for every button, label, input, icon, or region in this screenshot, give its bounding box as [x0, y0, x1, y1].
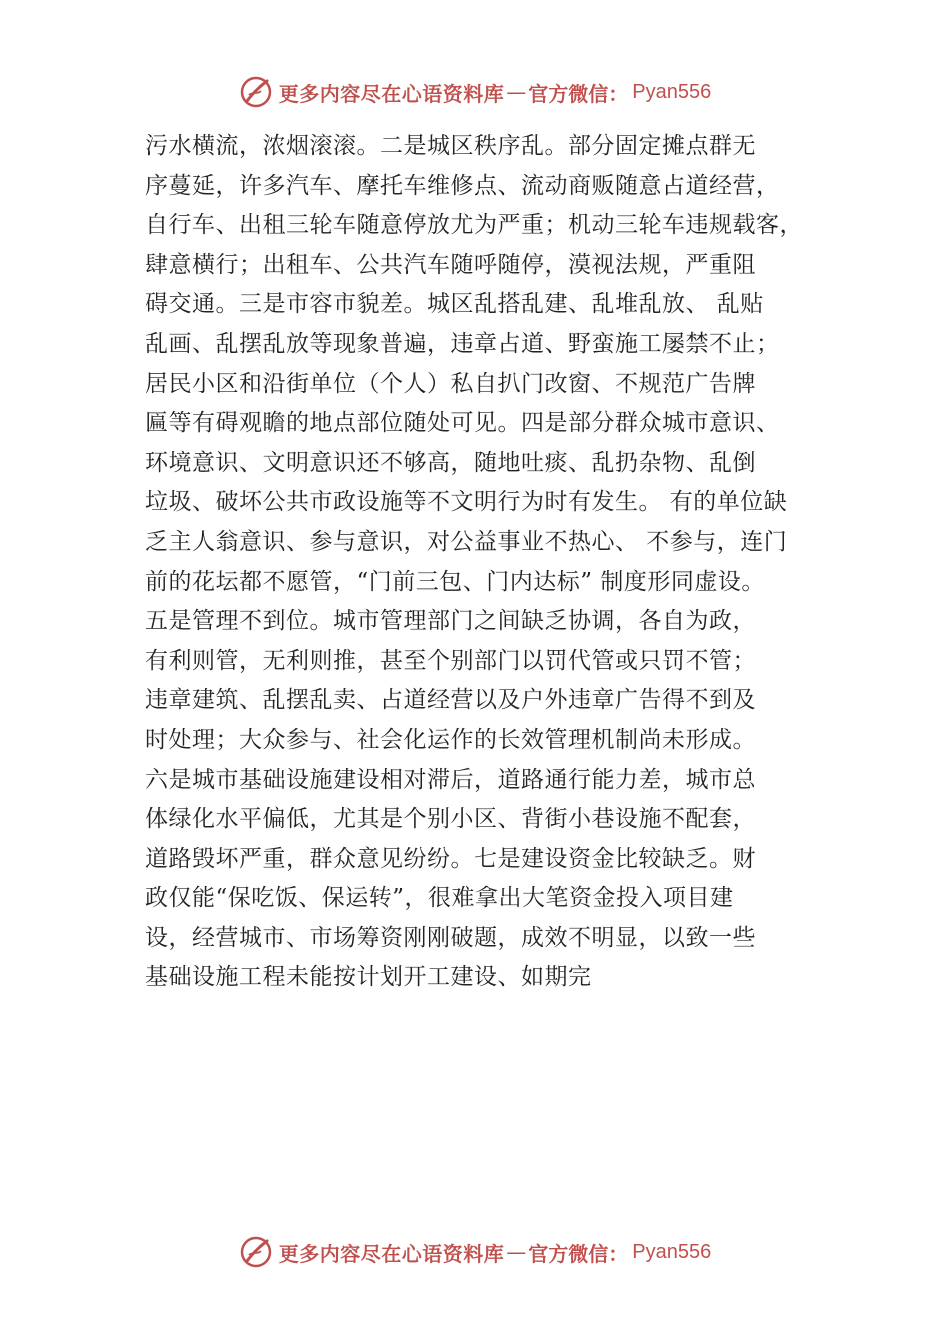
footer-banner-wechat-id: Pyan556: [632, 1240, 712, 1263]
header-banner-separator: —: [506, 80, 527, 104]
body-line: 环境意识、文明意识还不够高，随地吐痰、乱扔杂物、乱倒: [145, 449, 756, 476]
footer-banner-separator: —: [506, 1240, 527, 1264]
body-line: 肆意横行；出租车、公共汽车随呼随停，漠视法规，严重阻: [145, 251, 756, 278]
body-line: 乏主人翁意识、参与意识，对公益事业不热心、 不参与，连门: [145, 528, 788, 555]
footer-banner-text: 更多内容尽在心语资料库: [278, 1241, 505, 1266]
header-banner: [0, 72, 950, 112]
body-line: 政仅能“保吃饭、保运转”，很难拿出大笔资金投入项目建: [145, 885, 734, 912]
header-banner-wechat-id: Pyan556: [632, 80, 712, 103]
body-line: 序蔓延，许多汽车、摩托车维修点、流动商贩随意占道经营，: [145, 172, 780, 199]
body-line: 设，经营城市、市场筹资刚刚破题，成效不明显，以致一些: [145, 924, 756, 951]
header-banner-wechat-label: 官方微信：: [528, 81, 629, 106]
header-banner-text: 更多内容尽在心语资料库: [278, 81, 505, 106]
body-line: 垃圾、破坏公共市政设施等不文明行为时有发生。 有的单位缺: [145, 489, 788, 516]
body-line: 乱画、乱摆乱放等现象普遍，违章占道、野蛮施工屡禁不止；: [145, 330, 780, 357]
body-line: 有利则管，无利则推，甚至个别部门以罚代管或只罚不管；: [145, 647, 756, 674]
body-line: 体绿化水平偏低，尤其是个别小区、背街小巷设施不配套，: [145, 806, 756, 833]
body-line: 六是城市基础设施建设相对滞后，道路通行能力差，城市总: [145, 766, 756, 793]
footer-banner-wechat-label: 官方微信：: [528, 1241, 629, 1266]
pen-circle-logo-icon: [239, 1235, 273, 1269]
footer-banner: [0, 1232, 950, 1272]
body-line: 时处理；大众参与、社会化运作的长效管理机制尚未形成。: [145, 726, 756, 753]
body-line: 前的花坛都不愿管，“门前三包、门内达标” 制度形同虚设。: [145, 568, 765, 595]
body-line: 匾等有碍观瞻的地点部位随处可见。四是部分群众城市意识、: [145, 410, 780, 437]
document-body: [145, 127, 845, 998]
body-line: 五是管理不到位。城市管理部门之间缺乏协调，各自为政，: [145, 608, 756, 635]
body-line: 违章建筑、乱摆乱卖、占道经营以及户外违章广告得不到及: [145, 687, 756, 714]
body-line: 道路毁坏严重，群众意见纷纷。七是建设资金比较缺乏。财: [145, 845, 756, 872]
body-line: 污水横流，浓烟滚滚。二是城区秩序乱。部分固定摊点群无: [145, 133, 756, 159]
body-line: 居民小区和沿街单位（个人）私自扒门改窗、不规范广告牌: [145, 370, 756, 397]
pen-circle-logo-icon: [239, 75, 273, 109]
body-line: 自行车、出租三轮车随意停放尤为严重；机动三轮车违规载客，: [145, 212, 803, 239]
body-line: 碍交通。三是市容市貌差。城区乱搭乱建、乱堆乱放、 乱贴: [145, 291, 764, 318]
body-line: 基础设施工程未能按计划开工建设、如期完: [145, 964, 592, 991]
